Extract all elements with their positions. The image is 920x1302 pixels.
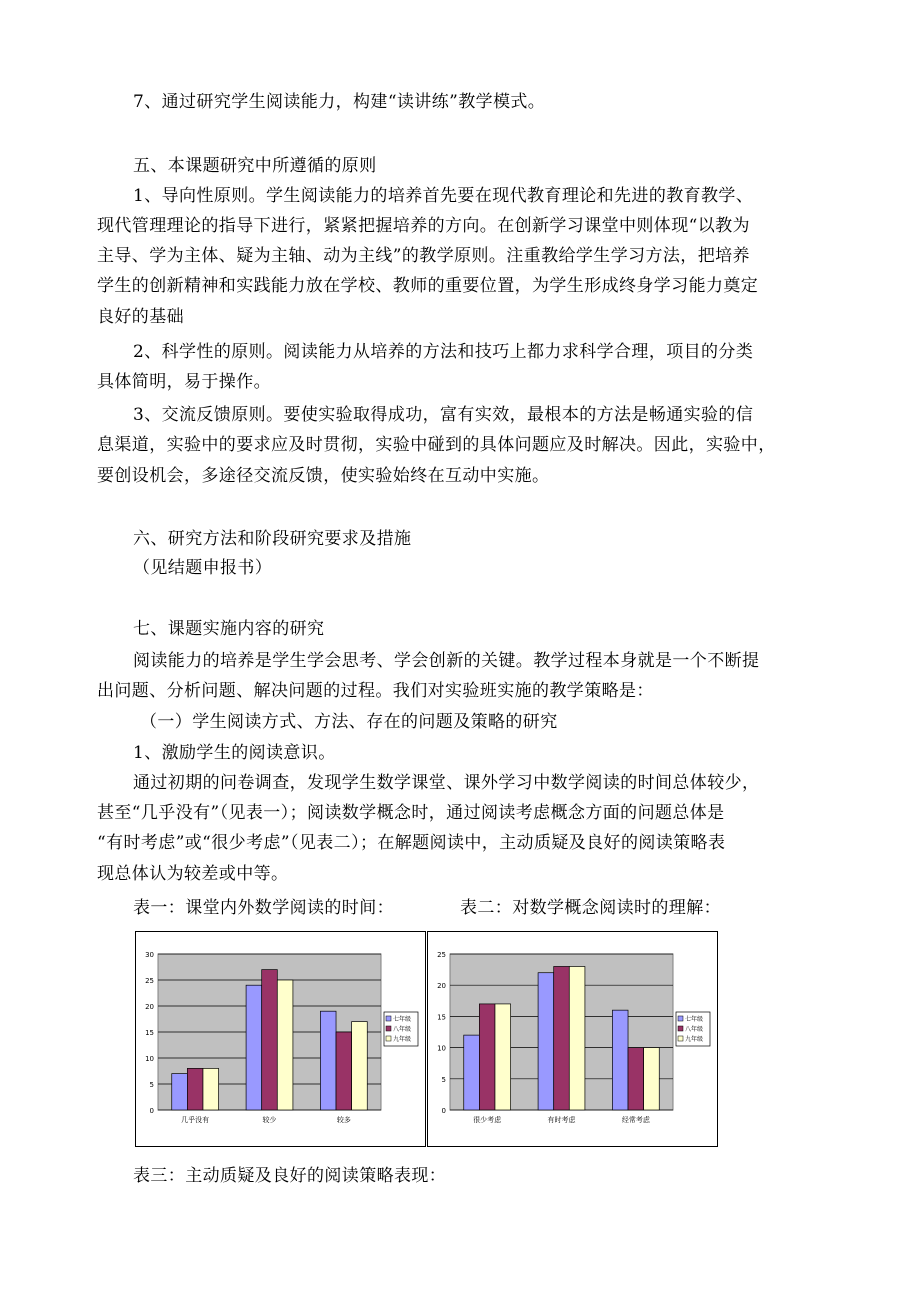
bar-1-2 xyxy=(246,985,262,1110)
bar-3-3 xyxy=(644,1048,660,1110)
y-tick-label: 15 xyxy=(145,1029,154,1037)
bar-2-1 xyxy=(187,1068,203,1110)
x-tick-label: 几乎没有 xyxy=(181,1116,210,1124)
chart-1 xyxy=(136,932,425,1146)
text-line: 1、激励学生的阅读意识。 xyxy=(133,743,336,763)
bar-2-3 xyxy=(336,1032,352,1110)
table2-caption: 表二：对数学概念阅读时的理解： xyxy=(460,898,721,918)
text-line: 出问题、分析问题、解决问题的过程。我们对实验班实施的教学策略是： xyxy=(97,681,654,701)
bar-3-3 xyxy=(352,1022,368,1110)
text-line: “有时考虑”或“很少考虑”（见表二）；在解题阅读中，主动质疑及良好的阅读策略表 xyxy=(97,833,726,853)
y-tick-label: 0 xyxy=(441,1107,446,1115)
legend-entry: 七年级 xyxy=(685,1016,704,1023)
y-tick-label: 25 xyxy=(437,951,446,959)
section-heading: 六、研究方法和阶段研究要求及措施 xyxy=(133,529,412,549)
table1-caption: 表一：课堂内外数学阅读的时间： xyxy=(133,898,394,918)
y-tick-label: 15 xyxy=(437,1013,446,1022)
text-line: 7、通过研究学生阅读能力，构建“读讲练”教学模式。 xyxy=(133,92,546,112)
y-tick-label: 30 xyxy=(145,951,154,959)
chart-1-frame xyxy=(135,931,426,1147)
section-heading: 五、本课题研究中所遵循的原则 xyxy=(133,156,377,176)
x-tick-label: 较少 xyxy=(262,1116,277,1124)
bar-1-3 xyxy=(320,1011,336,1110)
text-line: 主导、学为主体、疑为主轴、动为主线”的教学原则。注重教给学生学习方法，把培养 xyxy=(97,246,750,266)
bar-1-1 xyxy=(464,1035,480,1110)
section-heading: 七、课题实施内容的研究 xyxy=(133,619,325,639)
text-line: 具体简明，易于操作。 xyxy=(97,372,271,392)
subsection-heading: （一）学生阅读方式、方法、存在的问题及策略的研究 xyxy=(140,712,558,732)
y-tick-label: 5 xyxy=(441,1075,446,1084)
legend-swatch xyxy=(386,1036,391,1041)
text-line: 1、导向性原则。学生阅读能力的培养首先要在现代教育理论和先进的教育教学、 xyxy=(133,186,754,206)
bar-1-2 xyxy=(538,973,554,1110)
bar-3-1 xyxy=(495,1004,511,1110)
y-tick-label: 20 xyxy=(145,1003,154,1011)
legend-entry: 九年级 xyxy=(685,1036,704,1043)
bar-3-1 xyxy=(203,1068,219,1110)
x-tick-label: 较多 xyxy=(336,1116,351,1124)
legend-swatch xyxy=(678,1016,683,1021)
text-line: 现代管理理论的指导下进行，紧紧把握培养的方向。在创新学习课堂中则体现“以教为 xyxy=(97,216,750,236)
x-tick-label: 很少考虑 xyxy=(473,1116,502,1124)
text-line: 2、科学性的原则。阅读能力从培养的方法和技巧上都力求科学合理，项目的分类 xyxy=(133,342,754,362)
bar-1-1 xyxy=(172,1074,188,1110)
chart-2 xyxy=(428,932,717,1146)
bar-2-2 xyxy=(554,966,570,1110)
y-tick-label: 10 xyxy=(145,1055,154,1063)
x-tick-label: 经常考虑 xyxy=(621,1116,650,1124)
text-line: 3、交流反馈原则。要使实验取得成功，富有实效，最根本的方法是畅通实验的信 xyxy=(133,405,754,425)
text-line: 阅读能力的培养是学生学会思考、学会创新的关键。教学过程本身就是一个不断提 xyxy=(133,651,760,671)
text-line: 要创设机会，多途径交流反馈，使实验始终在互动中实施。 xyxy=(97,466,550,486)
text-line: 良好的基础 xyxy=(97,307,184,327)
y-tick-label: 0 xyxy=(149,1107,154,1115)
y-tick-label: 25 xyxy=(145,977,154,985)
y-tick-label: 10 xyxy=(437,1044,446,1053)
legend-entry: 九年级 xyxy=(393,1036,412,1043)
legend-swatch xyxy=(386,1016,391,1021)
text-line: 甚至“几乎没有”（见表一）；阅读数学概念时，通过阅读考虑概念方面的问题总体是 xyxy=(97,803,725,823)
text-line: 学生的创新精神和实践能力放在学校、教师的重要位置，为学生形成终身学习能力奠定 xyxy=(97,276,759,296)
bar-2-2 xyxy=(262,970,278,1110)
text-line: 息渠道，实验中的要求应及时贯彻，实验中碰到的具体问题应及时解决。因此，实验中， xyxy=(97,435,776,455)
legend-entry: 八年级 xyxy=(685,1026,704,1033)
text-line: （见结题申报书） xyxy=(133,558,273,578)
bar-2-3 xyxy=(628,1048,644,1110)
legend-entry: 八年级 xyxy=(393,1026,412,1033)
text-line: 现总体认为较差或中等。 xyxy=(97,864,289,884)
x-tick-label: 有时考虑 xyxy=(547,1116,576,1124)
bar-1-3 xyxy=(612,1010,628,1110)
chart-2-frame xyxy=(427,931,718,1147)
text-line: 通过初期的问卷调查，发现学生数学课堂、课外学习中数学阅读的时间总体较少， xyxy=(133,773,760,793)
bar-3-2 xyxy=(277,980,293,1110)
legend-swatch xyxy=(678,1026,683,1031)
legend-swatch xyxy=(386,1026,391,1031)
y-tick-label: 5 xyxy=(149,1081,154,1089)
table3-caption: 表三：主动质疑及良好的阅读策略表现： xyxy=(133,1166,447,1186)
bar-2-1 xyxy=(479,1004,495,1110)
y-tick-label: 20 xyxy=(437,982,446,991)
legend-entry: 七年级 xyxy=(393,1016,412,1023)
legend-swatch xyxy=(678,1036,683,1041)
bar-3-2 xyxy=(569,966,585,1110)
